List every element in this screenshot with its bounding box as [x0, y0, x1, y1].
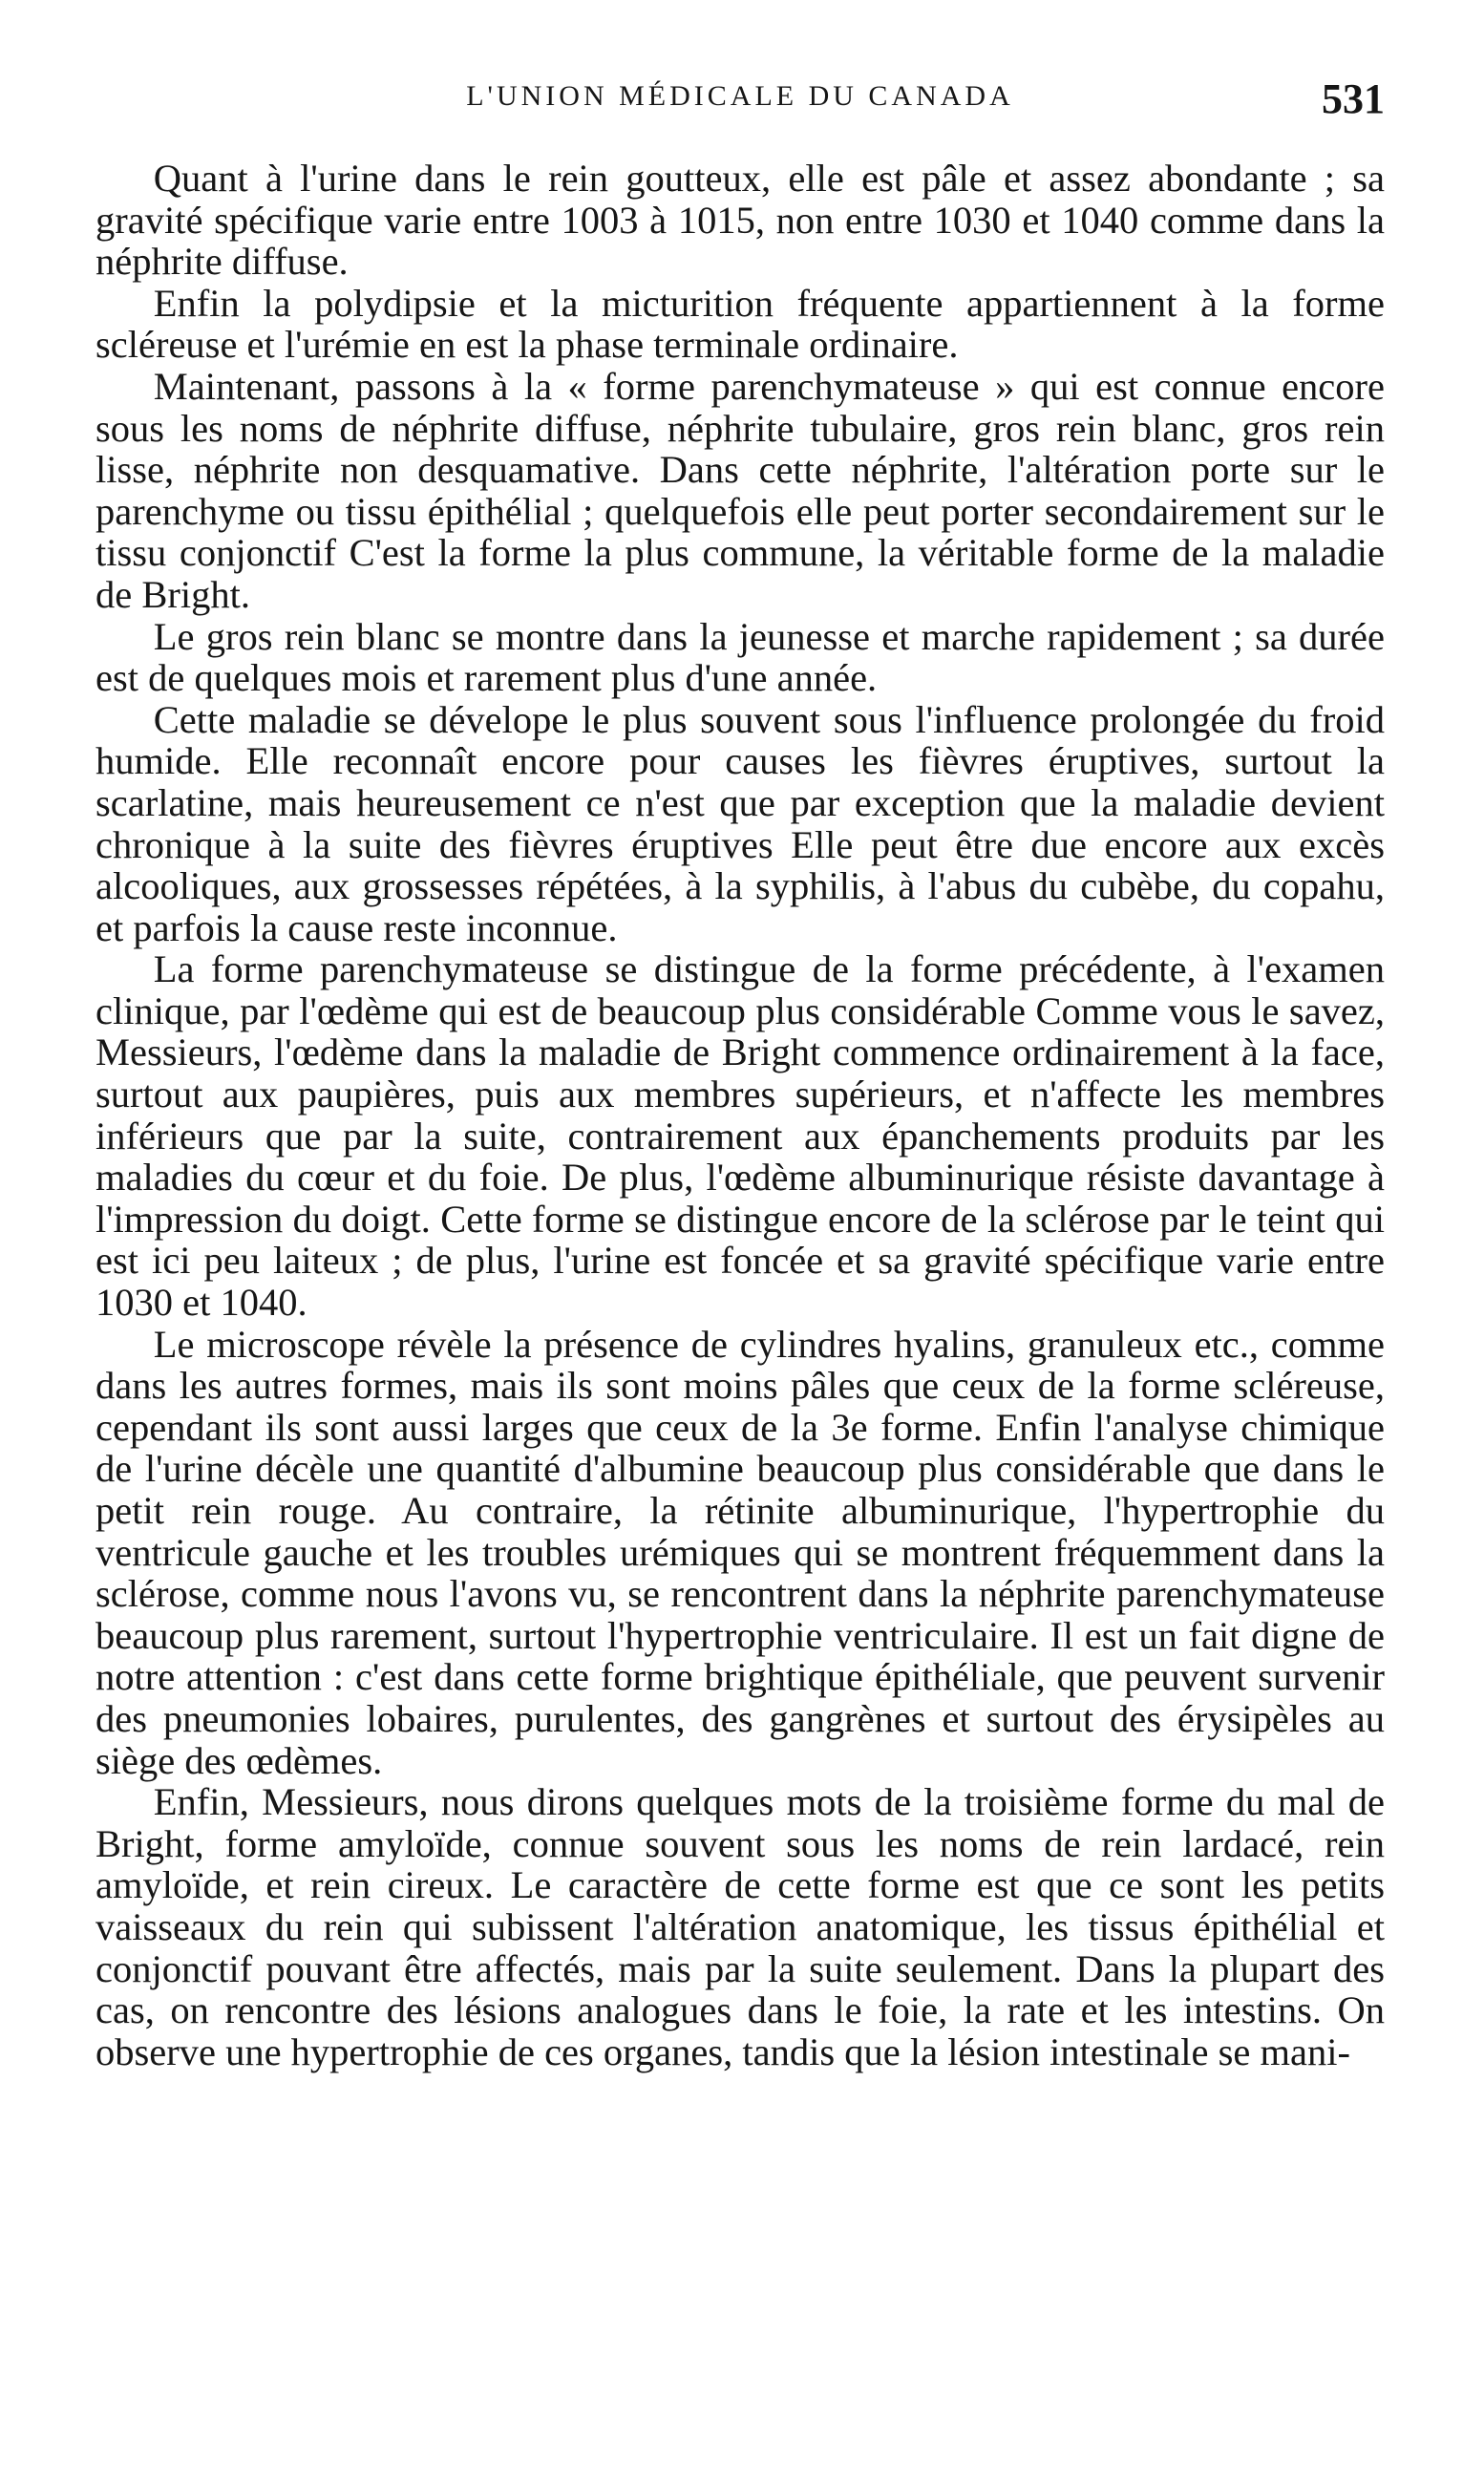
running-title: L'UNION MÉDICALE DU CANADA — [466, 80, 1014, 112]
paragraph: Cette maladie se dévelope le plus souvent sous l'influence prolongée du froid humide. Elle reconnaît encore pour causes les fièvres éruptives, surtout la scarlatine, mais heureusement ce n'est que par exception que la maladie devient chronique à la suite des fièvres éruptives Elle peut être due encore aux excès alcooliques, aux grossesses répétées, à la syphilis, à l'abus du cubèbe, du copahu, et parfois la cause reste inconnue. — [95, 697, 1385, 949]
paragraph: Maintenant, passons à la « forme parenchymateuse » qui est connue encore sous les noms de néphrite diffuse, néphrite tubulaire, gros rein blanc, gros rein lisse, néphrite non desquamative. Dans cette néphrite, l'altération porte sur le parenchyme ou tissu épithélial ; quelquefois elle peut porter secondairement sur le tissu conjonctif C'est la forme la plus commune, la véritable forme de la maladie de Bright. — [95, 364, 1385, 616]
page-number: 531 — [1322, 75, 1385, 122]
paragraph: Quant à l'urine dans le rein goutteux, elle est pâle et assez abondante ; sa gravité spécifique varie entre 1003 à 1015, non entre 1030 et 1040 comme dans la néphrite diffuse. — [95, 157, 1385, 284]
paragraph: La forme parenchymateuse se distingue de la forme précédente, à l'examen clinique, par l'œdème qui est de beaucoup plus considérable Comme vous le savez, Messieurs, l'œdème dans la maladie de Bright commence ordinairement à la face, surtout aux paupières, puis aux membres supérieurs, et n'affecte les membres inférieurs que par la suite, contrairement aux épanchements produits par les maladies du cœur et du foie. De plus, l'œdème albuminurique résiste davantage à l'impression du doigt. Cette forme se distingue encore de la sclérose par le teint qui est ici peu laiteux ; de plus, l'urine est foncée et sa gravité spécifique varie entre 1030 et 1040. — [95, 947, 1385, 1325]
paragraph: Le microscope révèle la présence de cylindres hyalins, granuleux etc., comme dans les autres formes, mais ils sont moins pâles que ceux de la forme scléreuse, cependant ils sont aussi larges que ceux de la 3e forme. Enfin l'analyse chimique de l'urine décèle une quantité d'albumine beaucoup plus considérable que dans le petit rein rouge. Au contraire, la rétinite albuminurique, l'hypertrophie du ventricule gauche et les troubles urémiques qui se montrent fréquemment dans la sclérose, comme nous l'avons vu, se rencontrent dans la néphrite parenchymateuse beaucoup plus rarement, surtout l'hypertrophie ventriculaire. Il est un fait digne de notre attention : c'est dans cette forme brightique épithéliale, que peuvent survenir des pneumonies lobaires, purulentes, des gangrènes et surtout des érysipèles au siège des œdèmes. — [95, 1322, 1385, 1782]
paragraph: Enfin la polydipsie et la micturition fréquente appartiennent à la forme scléreuse et l'urémie en est la phase terminale ordinaire. — [95, 281, 1385, 367]
running-header — [95, 74, 1385, 132]
paragraph: Enfin, Messieurs, nous dirons quelques mots de la troisième forme du mal de Bright, forme amyloïde, connue souvent sous les noms de rein lardacé, rein amyloïde, et rein cireux. Le caractère de cette forme est que ce sont les petits vaisseaux du rein qui subissent l'altération anatomique, les tissus épithélial et conjonctif pouvant être affectés, mais par la suite seulement. Dans la plupart des cas, on rencontre des lésions analogues dans le foie, la rate et les intestins. On observe une hypertrophie de ces organes, tandis que la lésion intestinale se mani- — [95, 1780, 1385, 2073]
paragraph: Le gros rein blanc se montre dans la jeunesse et marche rapidement ; sa durée est de quelques mois et rarement plus d'une année. — [95, 614, 1385, 700]
body-text — [95, 158, 1385, 2072]
